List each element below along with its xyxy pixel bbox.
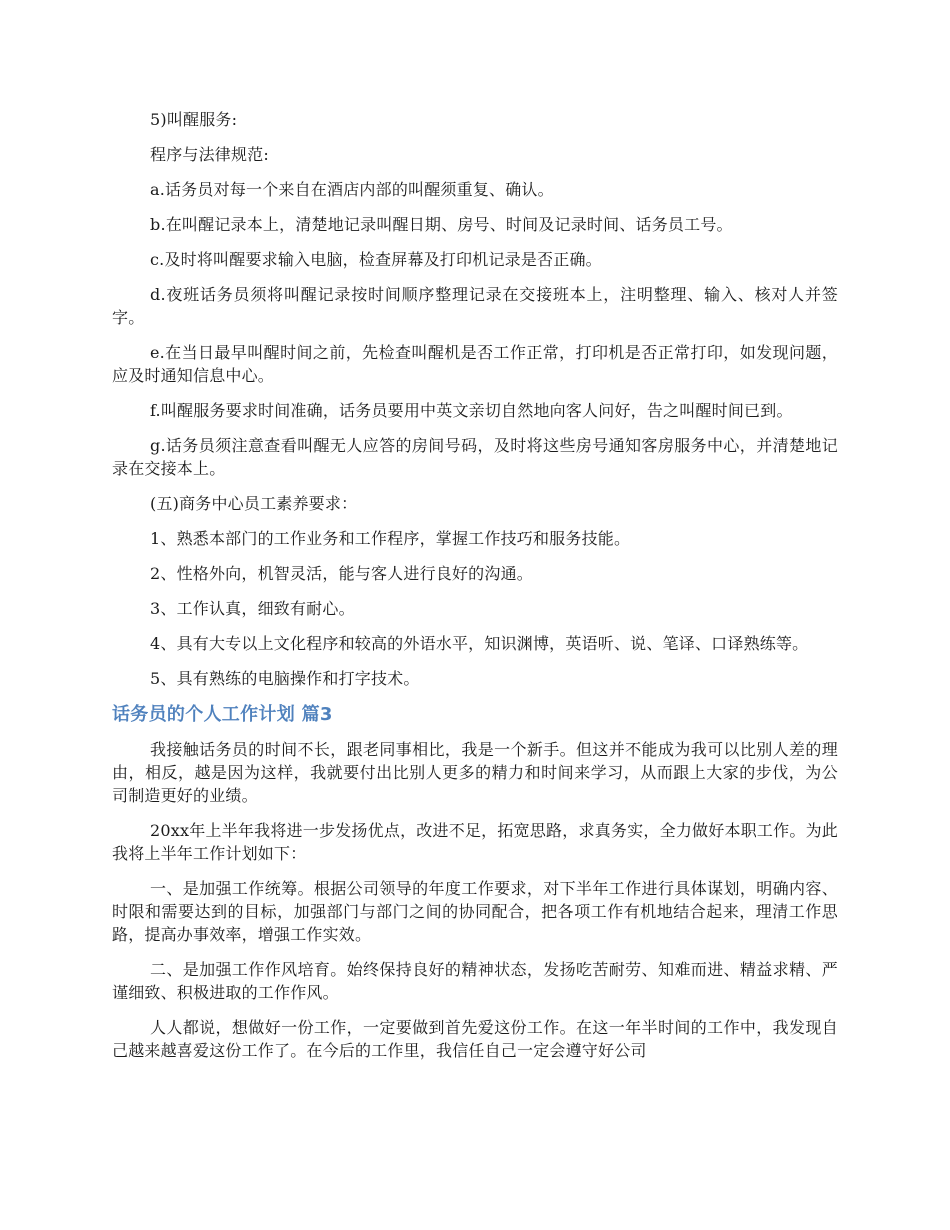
paragraph: e.在当日最早叫醒时间之前，先检查叫醒机是否工作正常，打印机是否正常打印，如发现问题，应及时通知信息中心。 [112,343,838,385]
paragraph: c.及时将叫醒要求输入电脑，检查屏幕及打印机记录是否正确。 [150,250,602,269]
paragraph: 20xx年上半年我将进一步发扬优点，改进不足，拓宽思路，求真务实，全力做好本职工作。为此我将上半年工作计划如下： [112,821,838,863]
paragraph: 5)叫醒服务: [150,110,238,129]
list-item: 4、具有大专以上文化程序和较高的外语水平，知识渊博，英语听、说、笔译、口译熟练等。 [150,634,809,653]
paragraph: 程序与法律规范: [150,145,269,164]
paragraph: d.夜班话务员须将叫醒记录按时间顺序整理记录在交接班本上，注明整理、输入、核对人并签字。 [112,285,838,327]
document-page [112,108,838,1074]
list-item: 3、工作认真，细致有耐心。 [150,599,355,618]
section-heading: 话务员的个人工作计划 篇3 [112,704,333,725]
paragraph: (五)商务中心员工素养要求： [150,494,358,513]
paragraph: 人人都说，想做好一份工作，一定要做到首先爱这份工作。在这一年半时间的工作中，我发现自己越来越喜爱这份工作了。在今后的工作里，我信任自己一定会遵守好公司 [112,1018,838,1060]
list-item: 5、具有熟练的电脑操作和打字技术。 [150,669,420,688]
paragraph: a.话务员对每一个来自在酒店内部的叫醒须重复、确认。 [150,180,554,199]
paragraph: 二、是加强工作作风培育。始终保持良好的精神状态，发扬吃苦耐劳、知难而进、精益求精、严谨细致、积极进取的工作作风。 [112,960,838,1002]
list-item: 2、性格外向，机智灵活，能与客人进行良好的沟通。 [150,564,533,583]
list-item: 1、熟悉本部门的工作业务和工作程序，掌握工作技巧和服务技能。 [150,529,631,548]
paragraph: 我接触话务员的时间不长，跟老同事相比，我是一个新手。但这并不能成为我可以比别人差的理由，相反，越是因为这样，我就要付出比别人更多的精力和时间来学习，从而跟上大家的步伐，为公司制造更好的业绩。 [112,740,838,805]
paragraph: g.话务员须注意查看叫醒无人应答的房间号码，及时将这些房号通知客房服务中心，并清楚地记录在交接本上。 [112,436,838,478]
paragraph: f.叫醒服务要求时间准确，话务员要用中英文亲切自然地向客人问好，告之叫醒时间已到。 [150,401,793,420]
paragraph: 一、是加强工作统筹。根据公司领导的年度工作要求，对下半年工作进行具体谋划，明确内容、时限和需要达到的目标，加强部门与部门之间的协同配合，把各项工作有机地结合起来，理清工作思路，提高办事效率，增强工作实效。 [112,879,838,944]
paragraph: b.在叫醒记录本上，清楚地记录叫醒日期、房号、时间及记录时间、话务员工号。 [150,215,733,234]
